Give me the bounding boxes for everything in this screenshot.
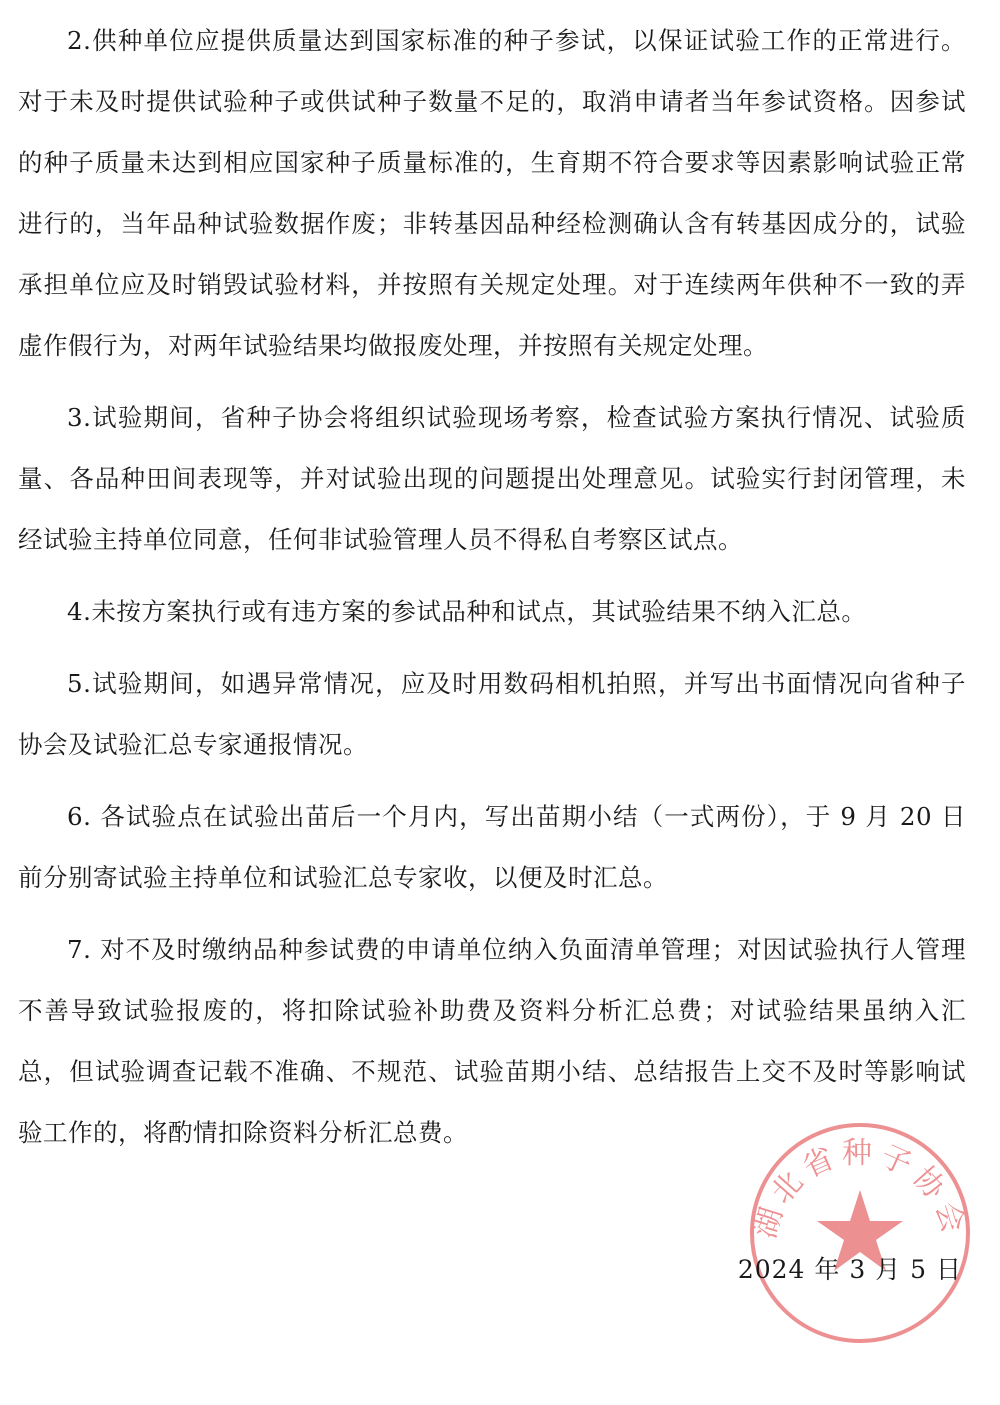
document-body [18,10,966,1174]
document-date: 2024 年 3 月 5 日 [737,1255,962,1284]
paragraph-item-3: 3.试验期间，省种子协会将组织试验现场考察，检查试验方案执行情况、试验质量、各品种田间表现等，并对试验出现的问题提出处理意见。试验实行封闭管理，未经试验主持单位同意，任何非试验管理人员不得私自考察区试点。 [18,403,966,554]
paragraph-item-7: 7. 对不及时缴纳品种参试费的申请单位纳入负面清单管理；对因试验执行人管理不善导致试验报废的，将扣除试验补助费及资料分析汇总费；对试验结果虽纳入汇总，但试验调查记载不准确、不规范、试验苗期小结、总结报告上交不及时等影响试验工作的，将酌情扣除资料分析汇总费。 [18,935,966,1147]
paragraph-item-4: 4.未按方案执行或有违方案的参试品种和试点，其试验结果不纳入汇总。 [67,597,867,626]
paragraph-item-5: 5.试验期间，如遇异常情况，应及时用数码相机拍照，并写出书面情况向省种子协会及试验汇总专家通报情况。 [18,669,966,759]
paragraph-item-2: 2.供种单位应提供质量达到国家标准的种子参试，以保证试验工作的正常进行。对于未及时提供试验种子或供试种子数量不足的，取消申请者当年参试资格。因参试的种子质量未达到相应国家种子质量标准的，生育期不符合要求等因素影响试验正常进行的，当年品种试验数据作废；非转基因品种经检测确认含有转基因成分的，试验承担单位应及时销毁试验材料，并按照有关规定处理。对于连续两年供种不一致的弄虚作假行为，对两年试验结果均做报废处理，并按照有关规定处理。 [18,26,966,360]
paragraph-item-6: 6. 各试验点在试验出苗后一个月内，写出苗期小结（一式两份），于 9 月 20 日前分别寄试验主持单位和试验汇总专家收，以便及时汇总。 [18,802,966,892]
seal-text: 湖北省种子协会 [747,1136,973,1243]
official-seal [745,1118,975,1348]
